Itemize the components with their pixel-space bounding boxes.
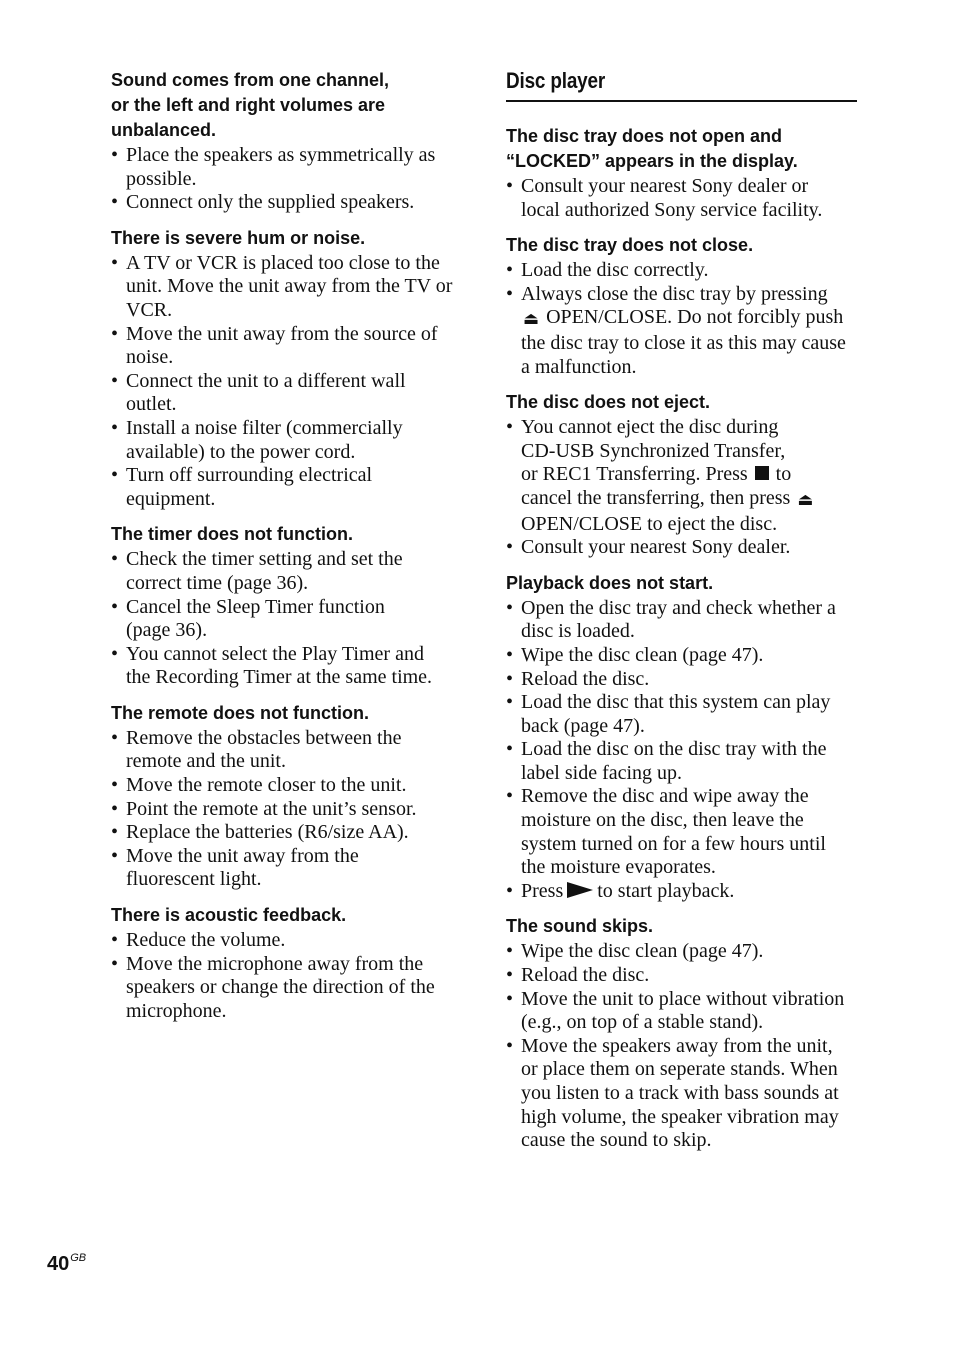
section-heading: The sound skips. xyxy=(506,916,654,937)
section-heading-line: or the left and right volumes are xyxy=(111,95,386,115)
list-item-line: unit. Move the unit away from the TV or xyxy=(126,275,453,298)
section-sound-skips xyxy=(506,914,857,1152)
list-item-line: Place the speakers as symmetrically as xyxy=(126,144,436,166)
list-item-line: back (page 47). xyxy=(521,714,645,737)
list-item-line: the Recording Timer at the same time. xyxy=(126,666,433,689)
list-item-line: possible. xyxy=(126,167,197,190)
list-item-line: You cannot select the Play Timer and xyxy=(126,642,424,665)
list-item-line: OPEN/CLOSE. Do not forcibly push xyxy=(546,306,844,329)
list-item xyxy=(506,644,857,668)
list-item xyxy=(506,964,857,988)
section-heading-line: There is acoustic feedback. xyxy=(111,905,347,926)
list-item xyxy=(506,259,857,283)
bullet-list xyxy=(111,548,463,690)
list-item xyxy=(506,940,857,964)
list-item xyxy=(506,738,857,785)
section-playback-not-start xyxy=(506,571,857,904)
list-item-line: to xyxy=(775,463,792,486)
left-column xyxy=(111,68,463,1034)
list-item-line: the moisture evaporates. xyxy=(521,856,716,879)
play-icon xyxy=(567,882,593,898)
list-item xyxy=(506,988,857,1035)
list-item-line: Connect the unit to a different wall xyxy=(126,369,406,392)
section-heading xyxy=(111,68,463,143)
list-item-line: Consult your nearest Sony dealer. xyxy=(521,536,791,559)
list-item xyxy=(506,175,857,222)
list-item-line: high volume, the speaker vibration may xyxy=(521,1105,839,1128)
eject-icon: ⏏ xyxy=(523,309,540,330)
list-item xyxy=(111,643,463,690)
list-item-line: Remove the disc and wipe away the xyxy=(521,785,809,808)
list-item xyxy=(506,416,857,536)
list-item-line: Open the disc tray and check whether a xyxy=(521,596,836,619)
list-item xyxy=(506,597,857,644)
list-item xyxy=(111,929,463,953)
section-heading-line: Sound comes from one channel, xyxy=(111,70,390,90)
list-item xyxy=(506,1035,857,1153)
list-item-line: OPEN/CLOSE to eject the disc. xyxy=(521,512,778,535)
bullet-list xyxy=(111,929,463,1023)
list-item-line: Replace the batteries (R6/size AA). xyxy=(126,821,409,844)
list-item xyxy=(506,691,857,738)
page-number-value: 40 xyxy=(47,1253,70,1275)
section-heading xyxy=(506,124,857,174)
list-item-line: label side facing up. xyxy=(521,761,683,784)
list-item-line: local authorized Sony service facility. xyxy=(521,198,823,221)
eject-icon: ⏏ xyxy=(797,489,814,510)
list-item-line: system turned on for a few hours until xyxy=(521,832,826,855)
list-item-line: Wipe the disc clean (page 47). xyxy=(521,643,764,666)
list-item-line: Install a noise filter (commercially xyxy=(126,416,403,439)
list-item-line: or place them on seperate stands. When xyxy=(521,1058,838,1081)
list-item-line: outlet. xyxy=(126,393,177,416)
list-item xyxy=(111,417,463,464)
list-item xyxy=(506,880,857,904)
list-item-line: Connect only the supplied speakers. xyxy=(126,191,415,214)
list-item xyxy=(111,596,463,643)
list-item-line: Point the remote at the unit’s sensor. xyxy=(126,797,417,820)
section-disc-not-eject xyxy=(506,390,857,560)
list-item xyxy=(111,548,463,595)
section-heading-line: The timer does not function. xyxy=(111,524,353,545)
section-heading-line: The disc tray does not open and xyxy=(506,126,783,146)
list-item-line: Always close the disc tray by pressing xyxy=(521,282,828,305)
section-heading: Playback does not start. xyxy=(506,572,714,593)
list-item-line: fluorescent light. xyxy=(126,868,262,891)
list-item-line: You cannot eject the disc during xyxy=(521,416,779,439)
list-item-line: Load the disc correctly. xyxy=(521,259,709,282)
bullet-list xyxy=(506,416,857,560)
list-item-line: Reload the disc. xyxy=(521,667,650,690)
list-item-line: Wipe the disc clean (page 47). xyxy=(521,940,764,963)
list-item-line: a malfunction. xyxy=(521,355,637,378)
bullet-list xyxy=(506,175,857,222)
list-item-line: equipment. xyxy=(126,487,216,510)
list-item-line: the disc tray to close it as this may cause xyxy=(521,331,846,354)
list-item-line: you listen to a track with bass sounds at xyxy=(521,1082,839,1104)
list-item xyxy=(111,144,463,191)
list-item-line: microphone. xyxy=(126,999,227,1022)
section-heading xyxy=(111,701,463,726)
bullet-list xyxy=(506,597,857,904)
list-item-line: VCR. xyxy=(126,298,173,321)
list-item xyxy=(111,323,463,370)
list-item-line: Move the unit away from the xyxy=(126,844,359,867)
section-heading-line: The remote does not function. xyxy=(111,702,370,723)
section-heading xyxy=(111,226,463,251)
page-number-suffix: GB xyxy=(70,1252,87,1264)
section-left-1 xyxy=(111,68,463,215)
list-item-line: (e.g., on top of a stable stand). xyxy=(521,1011,764,1034)
list-item-line: speakers or change the direction of the xyxy=(126,976,435,999)
list-item xyxy=(111,191,463,215)
list-item-line: Check the timer setting and set the xyxy=(126,548,403,571)
section-title-rule xyxy=(506,100,857,102)
list-item-line: available) to the power cord. xyxy=(126,440,356,463)
list-item-line: Move the unit to place without vibration xyxy=(521,987,845,1010)
section-left-5 xyxy=(111,903,463,1023)
section-left-4 xyxy=(111,701,463,892)
section-heading xyxy=(111,903,463,928)
page-number xyxy=(47,1252,86,1276)
list-item xyxy=(506,785,857,879)
section-heading xyxy=(111,522,463,547)
list-item-line: disc is loaded. xyxy=(521,620,635,643)
list-item-line: Move the speakers away from the unit, xyxy=(521,1034,833,1057)
list-item-line: cause the sound to skip. xyxy=(521,1129,712,1152)
list-item-line: or REC1 Transferring. Press xyxy=(521,463,748,486)
list-item xyxy=(111,252,463,323)
list-item xyxy=(111,845,463,892)
list-item xyxy=(111,727,463,774)
list-item-line: Cancel the Sleep Timer function xyxy=(126,595,385,618)
list-item xyxy=(506,668,857,692)
list-item-line: moisture on the disc, then leave the xyxy=(521,809,804,832)
list-item-line: A TV or VCR is placed too close to the xyxy=(126,251,440,274)
list-item-line: (page 36). xyxy=(126,619,208,642)
list-item-line: Load the disc on the disc tray with the xyxy=(521,738,827,761)
list-item-line: Reload the disc. xyxy=(521,964,650,987)
section-heading-line: unbalanced. xyxy=(111,120,217,140)
bullet-list xyxy=(111,252,463,512)
list-item-line: remote and the unit. xyxy=(126,750,286,773)
section-left-2 xyxy=(111,226,463,512)
list-item xyxy=(111,464,463,511)
list-item xyxy=(111,370,463,417)
section-heading: The disc tray does not close. xyxy=(506,235,754,256)
list-item-line: Load the disc that this system can play xyxy=(521,691,831,714)
list-item-line: Remove the obstacles between the xyxy=(126,726,402,749)
list-item-line: correct time (page 36). xyxy=(126,571,309,594)
list-item-line: Move the microphone away from the xyxy=(126,952,424,975)
section-heading-line: “LOCKED” appears in the display. xyxy=(506,151,798,171)
list-item xyxy=(506,283,857,379)
list-item-line: Reduce the volume. xyxy=(126,929,286,952)
bullet-list xyxy=(506,940,857,1152)
bullet-list xyxy=(506,259,857,379)
bullet-list xyxy=(111,144,463,215)
list-item xyxy=(506,536,857,560)
section-title-disc-player: Disc player xyxy=(506,68,606,93)
right-column xyxy=(506,68,857,1164)
section-disc-tray-locked xyxy=(506,124,857,222)
section-heading: The disc does not eject. xyxy=(506,392,711,413)
section-disc-tray-not-close xyxy=(506,233,857,379)
list-item-line: noise. xyxy=(126,346,174,369)
list-item-line: to start playback. xyxy=(597,879,735,902)
list-item xyxy=(111,798,463,822)
list-item xyxy=(111,953,463,1024)
list-item-line: cancel the transferring, then press xyxy=(521,486,791,509)
list-item xyxy=(111,821,463,845)
list-item-line: Move the remote closer to the unit. xyxy=(126,774,407,797)
list-item-line: CD-USB Synchronized Transfer, xyxy=(521,439,786,462)
list-item-line: Turn off surrounding electrical xyxy=(126,464,373,487)
list-item-line: Press xyxy=(521,879,564,902)
list-item xyxy=(111,774,463,798)
list-item-line: Move the unit away from the source of xyxy=(126,322,438,345)
list-item-line: Consult your nearest Sony dealer or xyxy=(521,175,809,197)
section-left-3 xyxy=(111,522,463,690)
stop-icon xyxy=(755,466,769,480)
bullet-list xyxy=(111,727,463,892)
section-heading-line: There is severe hum or noise. xyxy=(111,227,366,248)
